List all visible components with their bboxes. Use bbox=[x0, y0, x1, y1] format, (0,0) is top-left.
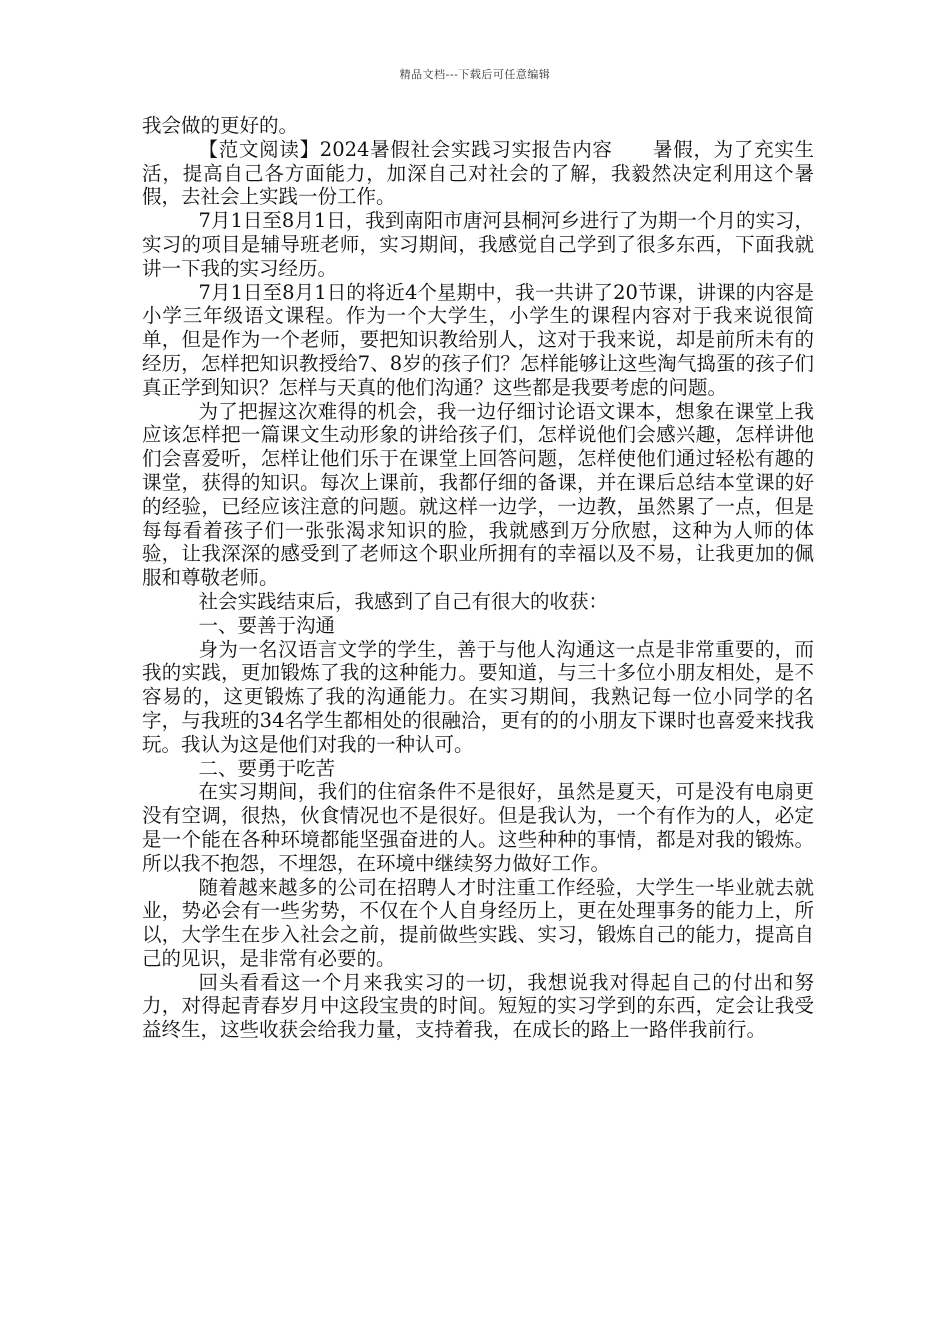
paragraph-experience-value: 随着越来越多的公司在招聘人才时注重工作经验，大学生一毕业就去就业，势必会有一些劣势，不仅在个人自身经历上，更在处理事务的能力上，所以，大学生在步入社会之前，提前做些实践、实习，锻炼自己的能力，提高自己的见识，是非常有必要的。 bbox=[142, 875, 814, 970]
paragraph-gains-intro: 社会实践结束后，我感到了自己有很大的收获： bbox=[198, 589, 609, 613]
paragraph-communication: 身为一名汉语言文学的学生，善于与他人沟通这一点是非常重要的，而我的实践，更加锻炼了我的这种能力。要知道，与三十多位小朋友相处，是不容易的，这更锻炼了我的沟通能力。在实习期间，我熟记每一位小同学的名字，与我班的34名学生都相处的很融洽，更有的的小朋友下课时也喜爱来找我玩。我认为这是他们对我的一种认可。 bbox=[142, 637, 814, 756]
document-body bbox=[142, 114, 814, 1042]
paragraph-conclusion: 回头看看这一个月来我实习的一切，我想说我对得起自己的付出和努力，对得起青春岁月中这段宝贵的时间。短短的实习学到的东西，定会让我受益终生，这些收获会给我力量，支持着我，在成长的路上一路伴我前行。 bbox=[142, 970, 814, 1042]
paragraph-hardship: 在实习期间，我们的住宿条件不是很好，虽然是夏天，可是没有电扇更没有空调，很热，伙食情况也不是很好。但是我认为，一个有作为的人，必定是一个能在各种环境都能坚强奋进的人。这些种种的事情，都是对我的锻炼。所以我不抱怨，不埋怨，在环境中继续努力做好工作。 bbox=[142, 780, 814, 875]
section-heading-hardship: 二、要勇于吃苦 bbox=[198, 756, 336, 780]
paragraph-internship-dates: 7月1日至8月1日，我到南阳市唐河县桐河乡进行了为期一个月的实习，实习的项目是辅导班老师，实习期间，我感觉自己学到了很多东西，下面我就讲一下我的实习经历。 bbox=[142, 209, 814, 280]
paragraph-teaching-content: 7月1日至8月1日的将近4个星期中，我一共讲了20节课，讲课的内容是小学三年级语文课程。作为一个大学生，小学生的课程内容对于我来说很简单，但是作为一个老师，要把知识教给别人，这对于我来说，却是前所未有的经历，怎样把知识教授给7、8岁的孩子们？怎样能够让这些淘气捣蛋的孩子们真正学到知识？怎样与天真的他们沟通？这些都是我要考虑的问题。 bbox=[142, 280, 814, 399]
paragraph-opening-line: 我会做的更好的。 bbox=[142, 114, 299, 137]
page-header: 精品文档---下载后可任意编辑 bbox=[399, 68, 551, 81]
paragraph-intro: 【范文阅读】2024暑假社会实践习实报告内容 暑假，为了充实生活，提高自己各方面能力，加深自己对社会的了解，我毅然决定利用这个暑假，去社会上实践一份工作。 bbox=[142, 137, 814, 209]
paragraph-preparation: 为了把握这次难得的机会，我一边仔细讨论语文课本，想象在课堂上我应该怎样把一篇课文生动形象的讲给孩子们，怎样说他们会感兴趣，怎样讲他们会喜爱听，怎样让他们乐于在课堂上回答问题，怎样使他们通过轻松有趣的课堂，获得的知识。每次上课前，我都仔细的备课，并在课后总结本堂课的好的经验，已经应该注意的问题。就这样一边学，一边教，虽然累了一点，但是每每看着孩子们一张张渴求知识的脸，我就感到万分欣慰，这种为人师的体验，让我深深的感受到了老师这个职业所拥有的幸福以及不易，让我更加的佩服和尊敬老师。 bbox=[142, 399, 814, 590]
section-heading-communication: 一、要善于沟通 bbox=[198, 613, 336, 637]
